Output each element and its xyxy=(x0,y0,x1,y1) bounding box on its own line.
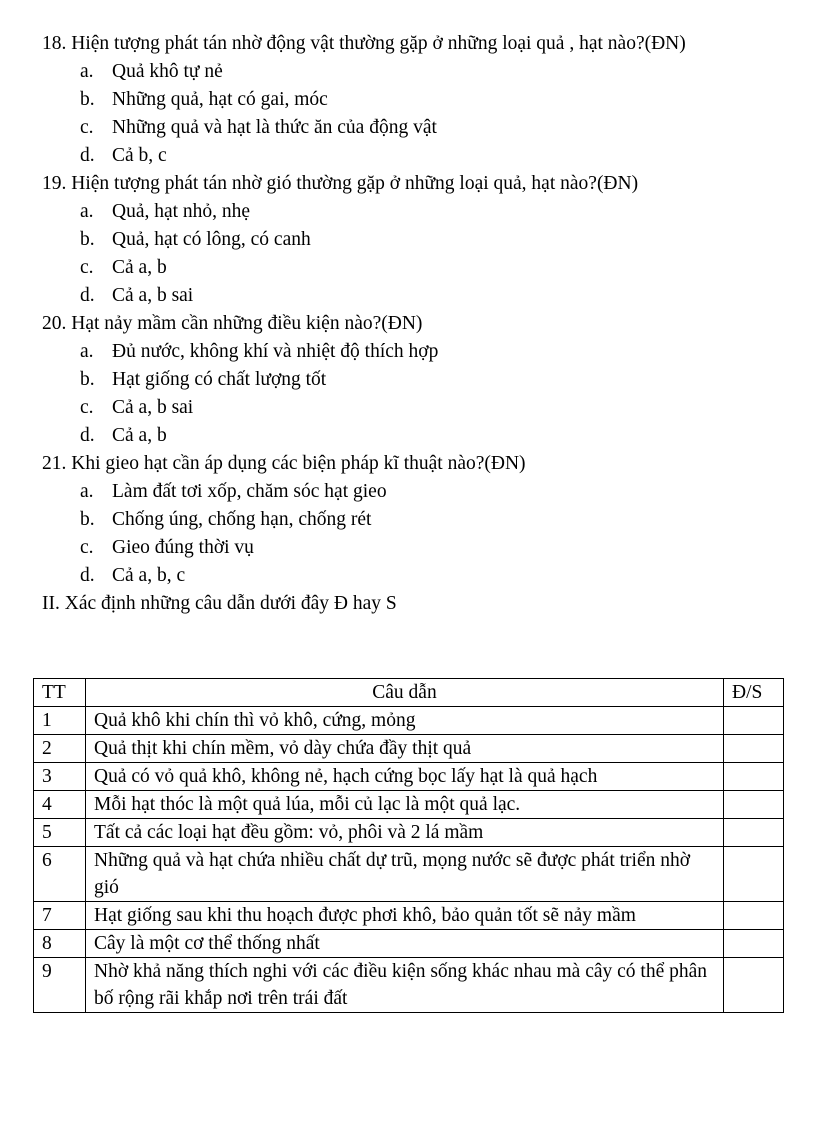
row-number: 4 xyxy=(34,791,86,819)
option-text: Cả a, b xyxy=(112,425,167,446)
table-row xyxy=(34,847,784,902)
row-number: 3 xyxy=(34,763,86,791)
answer-cell[interactable] xyxy=(724,847,784,902)
table-row xyxy=(34,763,784,791)
option-letter: d. xyxy=(80,285,95,306)
answer-cell[interactable] xyxy=(724,819,784,847)
option-text: Cả a, b xyxy=(112,257,167,278)
option-list xyxy=(42,338,782,450)
option-text: Hạt giống có chất lượng tốt xyxy=(112,369,327,390)
option-item xyxy=(42,114,782,142)
question-text: 20. Hạt nảy mầm cần những điều kiện nào?(ĐN) xyxy=(42,313,423,334)
option-list xyxy=(42,58,782,170)
option-text: Gieo đúng thời vụ xyxy=(112,537,254,558)
table-row xyxy=(34,902,784,930)
header-tt: TT xyxy=(34,679,86,707)
option-item xyxy=(42,142,782,170)
option-letter: d. xyxy=(80,425,95,446)
header-statement: Câu dẫn xyxy=(86,679,724,707)
option-letter: a. xyxy=(80,201,94,222)
answer-cell[interactable] xyxy=(724,958,784,1013)
answer-cell[interactable] xyxy=(724,902,784,930)
option-letter: d. xyxy=(80,565,95,586)
header-answer: Đ/S xyxy=(724,679,784,707)
row-number: 6 xyxy=(34,847,86,902)
option-text: Cả a, b sai xyxy=(112,285,194,306)
option-letter: b. xyxy=(80,369,95,390)
option-text: Những quả và hạt là thức ăn của động vật xyxy=(112,117,437,138)
question-18 xyxy=(42,30,782,170)
row-number: 7 xyxy=(34,902,86,930)
table-row xyxy=(34,958,784,1013)
row-statement: Những quả và hạt chứa nhiều chất dự trũ, mọng nước sẽ được phát triển nhờ gió xyxy=(86,847,724,902)
option-letter: c. xyxy=(80,117,94,138)
question-text: 18. Hiện tượng phát tán nhờ động vật thường gặp ở những loại quả , hạt nào?(ĐN) xyxy=(42,33,686,54)
answer-cell[interactable] xyxy=(724,791,784,819)
option-text: Cả a, b sai xyxy=(112,397,194,418)
row-statement: Quả khô khi chín thì vỏ khô, cứng, mỏng xyxy=(86,707,724,735)
option-text: Những quả, hạt có gai, móc xyxy=(112,89,328,110)
question-text: 19. Hiện tượng phát tán nhờ gió thường gặp ở những loại quả, hạt nào?(ĐN) xyxy=(42,173,639,194)
option-item xyxy=(42,254,782,282)
answer-cell[interactable] xyxy=(724,930,784,958)
option-text: Làm đất tơi xốp, chăm sóc hạt gieo xyxy=(112,481,387,502)
option-text: Cả b, c xyxy=(112,145,167,166)
option-item xyxy=(42,282,782,310)
option-item xyxy=(42,534,782,562)
row-number: 2 xyxy=(34,735,86,763)
option-letter: a. xyxy=(80,341,94,362)
row-statement: Tất cả các loại hạt đều gồm: vỏ, phôi và 2 lá mầm xyxy=(86,819,724,847)
table-row xyxy=(34,735,784,763)
row-statement: Nhờ khả năng thích nghi với các điều kiện sống khác nhau mà cây có thể phân bố rộng rãi khắp nơi trên trái đất xyxy=(86,958,724,1013)
table-header-row xyxy=(34,679,784,707)
option-letter: a. xyxy=(80,61,94,82)
answer-cell[interactable] xyxy=(724,707,784,735)
option-item xyxy=(42,422,782,450)
option-list xyxy=(42,198,782,310)
answer-cell[interactable] xyxy=(724,735,784,763)
row-statement: Hạt giống sau khi thu hoạch được phơi khô, bảo quản tốt sẽ nảy mầm xyxy=(86,902,724,930)
option-letter: c. xyxy=(80,537,94,558)
option-item xyxy=(42,86,782,114)
option-item xyxy=(42,198,782,226)
option-item xyxy=(42,226,782,254)
option-text: Quả, hạt có lông, có canh xyxy=(112,229,311,250)
option-text: Cả a, b, c xyxy=(112,565,186,586)
table-row xyxy=(34,819,784,847)
question-21 xyxy=(42,450,782,590)
row-number: 5 xyxy=(34,819,86,847)
section-2-title: II. Xác định những câu dẫn dưới đây Đ hay S xyxy=(42,593,397,614)
question-list xyxy=(42,30,782,618)
row-number: 9 xyxy=(34,958,86,1013)
true-false-table xyxy=(33,678,784,1013)
table-row xyxy=(34,707,784,735)
question-20 xyxy=(42,310,782,450)
option-item xyxy=(42,562,782,590)
option-text: Quả khô tự nẻ xyxy=(112,61,223,82)
question-19 xyxy=(42,170,782,310)
answer-cell[interactable] xyxy=(724,763,784,791)
option-letter: b. xyxy=(80,89,95,110)
table-row xyxy=(34,930,784,958)
table-row xyxy=(34,791,784,819)
option-letter: c. xyxy=(80,397,94,418)
row-statement: Mỗi hạt thóc là một quả lúa, mỗi củ lạc là một quả lạc. xyxy=(86,791,724,819)
row-statement: Quả có vỏ quả khô, không nẻ, hạch cứng bọc lấy hạt là quả hạch xyxy=(86,763,724,791)
option-letter: b. xyxy=(80,509,95,530)
option-item xyxy=(42,338,782,366)
question-text: 21. Khi gieo hạt cần áp dụng các biện pháp kĩ thuật nào?(ĐN) xyxy=(42,453,526,474)
option-text: Quả, hạt nhỏ, nhẹ xyxy=(112,201,251,222)
row-statement: Cây là một cơ thể thống nhất xyxy=(86,930,724,958)
option-letter: a. xyxy=(80,481,94,502)
option-item xyxy=(42,478,782,506)
option-list xyxy=(42,478,782,590)
option-item xyxy=(42,366,782,394)
option-letter: c. xyxy=(80,257,94,278)
option-text: Chống úng, chống hạn, chống rét xyxy=(112,509,372,530)
option-letter: d. xyxy=(80,145,95,166)
option-text: Đủ nước, không khí và nhiệt độ thích hợp xyxy=(112,341,439,362)
row-statement: Quả thịt khi chín mềm, vỏ dày chứa đầy thịt quả xyxy=(86,735,724,763)
option-item xyxy=(42,58,782,86)
option-item xyxy=(42,394,782,422)
option-letter: b. xyxy=(80,229,95,250)
row-number: 8 xyxy=(34,930,86,958)
option-item xyxy=(42,506,782,534)
row-number: 1 xyxy=(34,707,86,735)
